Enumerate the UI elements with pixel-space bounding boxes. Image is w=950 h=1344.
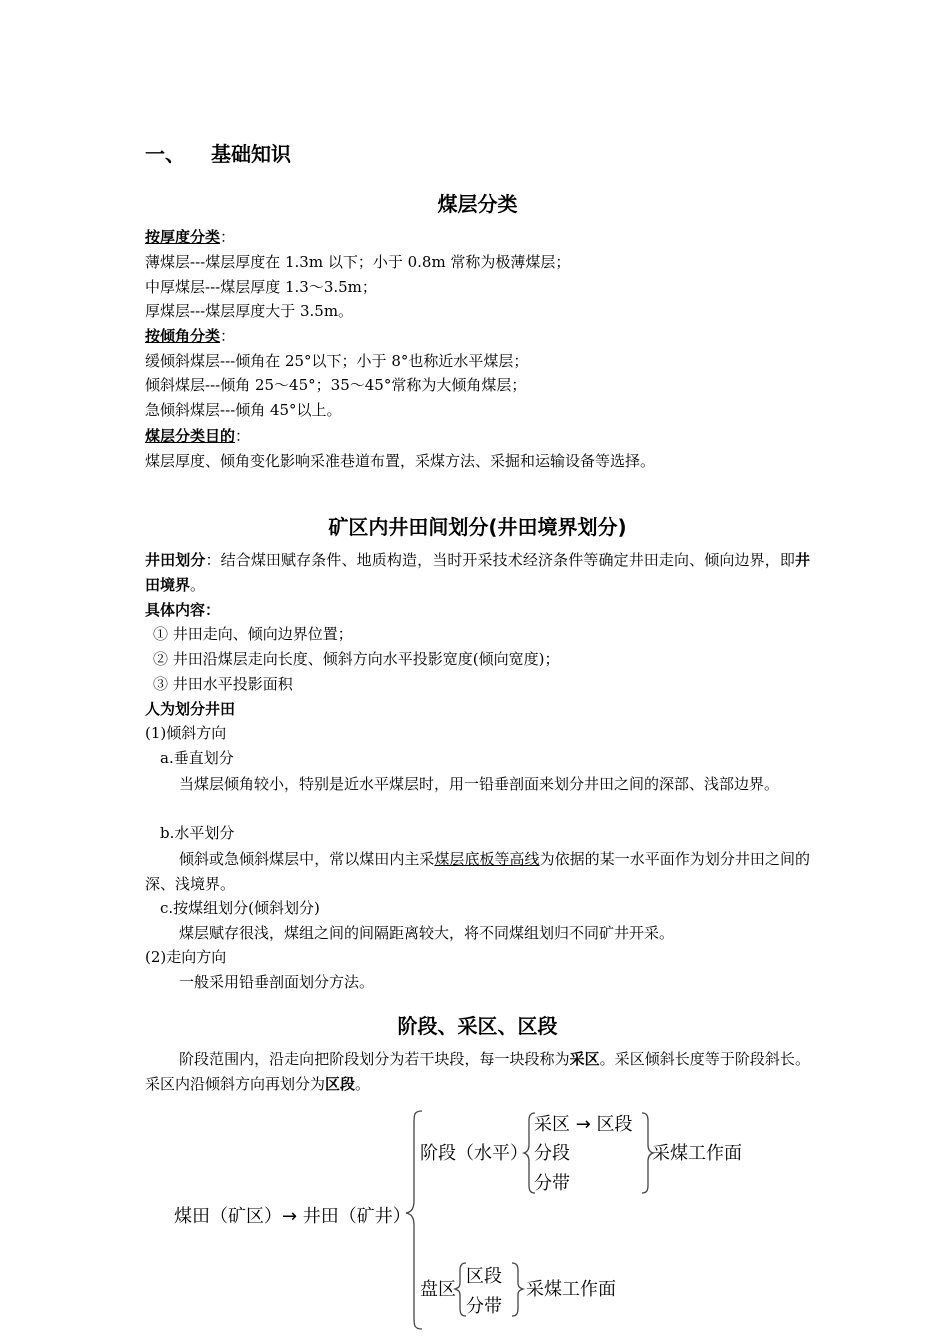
content-item-3-row xyxy=(145,672,810,697)
thickness-line-3: 厚煤层---煤层厚度大于 3.5m。 xyxy=(145,302,354,320)
group-label: c.按煤组划分(倾斜划分) xyxy=(160,899,320,917)
strike-text: 一般采用铅垂剖面划分方法。 xyxy=(179,973,375,991)
dip-line-3: 急倾斜煤层---倾角 45°以上。 xyxy=(145,401,342,419)
diagram-panel-child-1: 区段 xyxy=(466,1266,502,1287)
hierarchy-diagram xyxy=(160,1105,780,1330)
content-item-1-row xyxy=(145,622,810,647)
field-boundary-term: 井田境界 xyxy=(145,551,810,594)
section-number: 一、 xyxy=(145,142,185,166)
colon: ： xyxy=(235,427,251,445)
strike-text-row xyxy=(145,970,810,995)
field-definition xyxy=(145,548,810,598)
stage-text xyxy=(145,1047,810,1097)
contour-term: 煤层底板等高线 xyxy=(434,850,540,868)
purpose-heading: 煤层分类目的 xyxy=(145,427,236,445)
strike-direction: (2)走向方向 xyxy=(145,948,227,966)
section-term: 区段 xyxy=(325,1075,356,1093)
dip-heading: 按倾角分类 xyxy=(145,327,221,345)
vertical-label: a.垂直划分 xyxy=(160,749,234,767)
horizontal-label: b.水平划分 xyxy=(160,824,235,842)
content-heading: 具体内容： xyxy=(145,601,221,619)
horizontal-label-row xyxy=(145,821,810,846)
diagram-stage-result: 采煤工作面 xyxy=(652,1143,742,1164)
thickness-heading: 按厚度分类 xyxy=(145,228,221,246)
diagram-stage-child-3: 分带 xyxy=(534,1173,570,1194)
field-definition-end: 。 xyxy=(190,576,206,594)
coal-seam-title: 煤层分类 xyxy=(437,192,518,216)
diagram-root: 煤田（矿区）→ 井田（矿井） xyxy=(174,1206,411,1227)
thickness-heading-line xyxy=(145,225,810,250)
field-division-title: 矿区内井田间划分(井田境界划分) xyxy=(328,515,627,539)
dip-heading-line xyxy=(145,324,810,349)
content-item-1: ① 井田走向、倾向边界位置； xyxy=(153,625,353,643)
field-definition-text: ：结合煤田赋存条件、地质构造，当时开采技术经济条件等确定井田走向、倾向边界，即 xyxy=(205,551,795,569)
vertical-label-row xyxy=(145,746,810,771)
colon: ： xyxy=(220,228,236,246)
horizontal-text-1: 倾斜或急倾斜煤层中，常以煤田内主采 xyxy=(179,850,435,868)
group-label-row xyxy=(145,896,810,921)
stage-text-1: 阶段范围内，沿走向把阶段划分为若干块段，每一块段称为 xyxy=(179,1050,570,1068)
dip-line-2: 倾斜煤层---倾角 25～45°；35～45°常称为大倾角煤层； xyxy=(145,376,527,394)
diagram-stage-child-1: 采区 → 区段 xyxy=(534,1114,633,1135)
colon: ： xyxy=(220,327,236,345)
dip-direction: (1)倾斜方向 xyxy=(145,724,227,742)
dip-line-1: 缓倾斜煤层---倾角在 25°以下；小于 8°也称近水平煤层； xyxy=(145,352,529,370)
thickness-line-2: 中厚煤层---煤层厚度 1.3～3.5m； xyxy=(145,278,377,296)
section-heading xyxy=(145,138,291,167)
section-title: 基础知识 xyxy=(211,142,291,166)
purpose-heading-line xyxy=(145,424,810,449)
panel-children-brace-left xyxy=(455,1263,466,1316)
diagram-panel-child-2: 分带 xyxy=(466,1296,502,1317)
diagram-stage-child-2: 分段 xyxy=(534,1143,570,1164)
group-text-row xyxy=(145,921,810,946)
content-item-2-row xyxy=(145,647,810,672)
vertical-text: 当煤层倾角较小，特别是近水平煤层时，用一铅垂剖面来划分井田之间的深部、浅部边界。 xyxy=(179,775,780,793)
horizontal-text xyxy=(145,847,810,897)
stage-text-3: 。 xyxy=(355,1075,371,1093)
panel-children-brace-right xyxy=(512,1263,523,1316)
artificial-heading: 人为划分井田 xyxy=(145,700,236,718)
content-item-2: ② 井田沿煤层走向长度、倾斜方向水平投影宽度(倾向宽度)； xyxy=(153,650,560,668)
field-definition-label: 井田划分 xyxy=(145,551,206,569)
horizontal-text-2: 为依据的某一水平面作为划分井田之间的深、浅境界。 xyxy=(145,850,810,893)
content-item-3: ③ 井田水平投影面积 xyxy=(153,675,293,693)
stage-text-2: 。采区倾斜长度等于阶段斜长。采区内沿倾斜方向再划分为 xyxy=(145,1050,810,1093)
purpose-text: 煤层厚度、倾角变化影响采准巷道布置，采煤方法、采掘和运输设备等选择。 xyxy=(145,452,656,470)
panel-term: 采区 xyxy=(569,1050,600,1068)
diagram-stage-node: 阶段（水平） xyxy=(420,1143,528,1164)
diagram-panel-result: 采煤工作面 xyxy=(526,1279,616,1300)
thickness-line-1: 薄煤层---煤层厚度在 1.3m 以下；小于 0.8m 常称为极薄煤层； xyxy=(145,253,571,271)
group-text: 煤层赋存很浅，煤组之间的间隔距离较大，将不同煤组划归不同矿井开采。 xyxy=(179,924,675,942)
stage-title: 阶段、采区、区段 xyxy=(397,1014,558,1038)
diagram-panel-node: 盘区 xyxy=(420,1279,456,1300)
